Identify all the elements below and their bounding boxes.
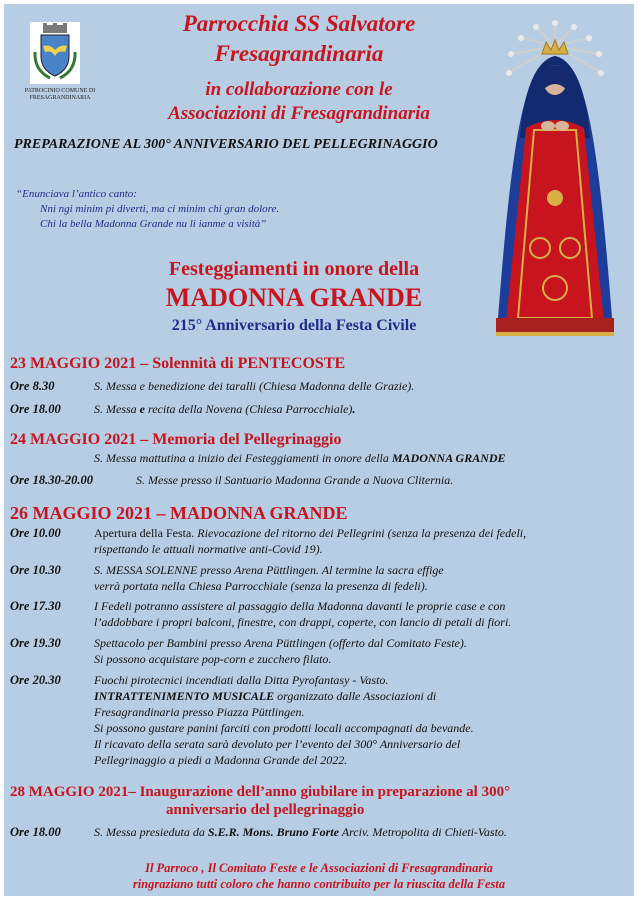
event-description: Il ricavato della serata sarà devoluto per l’evento del 300° Anniversario del: [94, 737, 461, 751]
crest-caption: PATROCINIO COMUNE DI FRESAGRANDINARIA: [24, 88, 96, 101]
quote-line-1: “Enunciava l’antico canto:: [16, 188, 137, 200]
text-segment: S. Messa presieduta da: [94, 825, 208, 839]
event-description: [94, 525, 526, 541]
event-description: Fuochi pirotecnici incendiati dalla Ditta Pyrofantasy - Vasto.: [94, 673, 389, 687]
event-time: Ore 19.30: [10, 636, 61, 650]
event-description: S. Messe presso il Santuario Madonna Grande a Nuova Cliternia.: [136, 473, 454, 487]
event-description: l’addobbare i propri balconi, finestre, con drappi, coperte, con lancio di petali di fiori.: [94, 615, 512, 629]
town-name: Fresagrandinaria: [214, 41, 384, 66]
event-description: [94, 450, 506, 466]
madonna-statue-image: [482, 18, 628, 348]
event-description: S. MESSA SOLENNE presso Arena Püttlingen. Al termine la sacra effige: [94, 563, 444, 577]
text-segment-bold: MADONNA GRANDE: [391, 451, 506, 465]
event-description: rispettando le attuali normative anti-Covid 19).: [94, 542, 323, 556]
event-time: Ore 17.30: [10, 599, 61, 613]
text-segment-bold: .: [352, 402, 356, 416]
day-28-heading-cont: anniversario del pellegrinaggio: [166, 802, 365, 818]
preparation-heading: PREPARAZIONE AL 300° ANNIVERSARIO DEL PELLEGRINAGGIO: [14, 137, 438, 152]
text-segment: S. Messa: [94, 402, 140, 416]
text-segment: Arciv. Metropolita di Chieti-Vasto.: [338, 825, 507, 839]
day-28-heading: 28 MAGGIO 2021– Inaugurazione dell’anno giubilare in preparazione al 300°: [10, 784, 511, 800]
text-segment: Rievocazione del ritorno dei Pellegrini (senza la presenza dei fedeli,: [197, 526, 527, 540]
event-time: Ore 18.00: [10, 402, 61, 416]
event-time: Ore 8.30: [10, 379, 55, 393]
text-segment: S. Messa mattutina a inizio dei Festeggiamenti in onore della: [94, 451, 392, 465]
text-segment: Apertura della Festa.: [94, 526, 198, 540]
text-segment-bold: e: [139, 402, 145, 416]
event-time: Ore 18.30-20.00: [10, 473, 93, 487]
event-time: Ore 10.00: [10, 526, 61, 540]
text-segment-bold: INTRATTENIMENTO MUSICALE: [94, 689, 275, 703]
event-description: I Fedeli potranno assistere al passaggio della Madonna davanti le proprie case e con: [94, 599, 506, 613]
festa-title-line: Festeggiamenti in onore della: [168, 258, 420, 280]
collaboration-line: in collaborazione con le: [205, 79, 393, 100]
festa-main-title: MADONNA GRANDE: [165, 283, 423, 312]
day-23-heading: 23 MAGGIO 2021 – Solennità di PENTECOSTE: [10, 355, 346, 372]
event-time: Ore 20.30: [10, 673, 61, 687]
event-description: Spettacolo per Bambini presso Arena Püttlingen (offerto dal Comitato Feste).: [94, 636, 467, 650]
text-segment: recita della Novena (Chiesa Parrocchiale): [145, 402, 353, 416]
day-24-heading: 24 MAGGIO 2021 – Memoria del Pellegrinaggio: [10, 431, 342, 448]
footer-line-2: ringraziano tutti coloro che hanno contribuito per la riuscita della Festa: [132, 877, 506, 891]
event-description: Si possono acquistare pop-corn e zucchero filato.: [94, 652, 332, 666]
day-26-heading: 26 MAGGIO 2021 – MADONNA GRANDE: [10, 503, 348, 523]
text-segment-bold: S.E.R. Mons. Bruno Forte: [207, 825, 339, 839]
event-time: Ore 10.30: [10, 563, 61, 577]
event-description: [94, 688, 436, 704]
event-description: Si possono gustare panini farciti con prodotti locali accompagnati da bevande.: [94, 721, 474, 735]
quote-line-3: Chi la bella Madonna Grande nu li ianme a visità”: [40, 218, 267, 230]
event-description: verrà portata nella Chiesa Parrocchiale (senza la presenza di fedeli).: [94, 579, 428, 593]
event-description: Pellegrinaggio a piedi a Madonna Grande del 2022.: [94, 753, 348, 767]
parish-name: Parrocchia SS Salvatore: [182, 11, 416, 36]
quote-line-2: Nni ngi minim pi diverti, ma ci minim chi gran dolore.: [40, 203, 280, 215]
event-description: Fresagrandinaria presso Piazza Püttlingen.: [94, 705, 305, 719]
festa-anniversary: 215° Anniversario della Festa Civile: [171, 317, 417, 334]
event-description: [94, 401, 355, 417]
footer-line-1: Il Parroco , Il Comitato Feste e le Associazioni di Fresagrandinaria: [145, 861, 493, 875]
municipal-crest-icon: [30, 22, 80, 84]
associations-line: Associazioni di Fresagrandinaria: [168, 103, 430, 124]
event-description: S. Messa e benedizione dei taralli (Chiesa Madonna delle Grazie).: [94, 379, 415, 393]
text-segment: organizzato dalle Associazioni di: [274, 689, 437, 703]
event-description: [94, 824, 507, 840]
event-time: Ore 18.00: [10, 825, 61, 839]
festival-poster: [4, 4, 634, 896]
